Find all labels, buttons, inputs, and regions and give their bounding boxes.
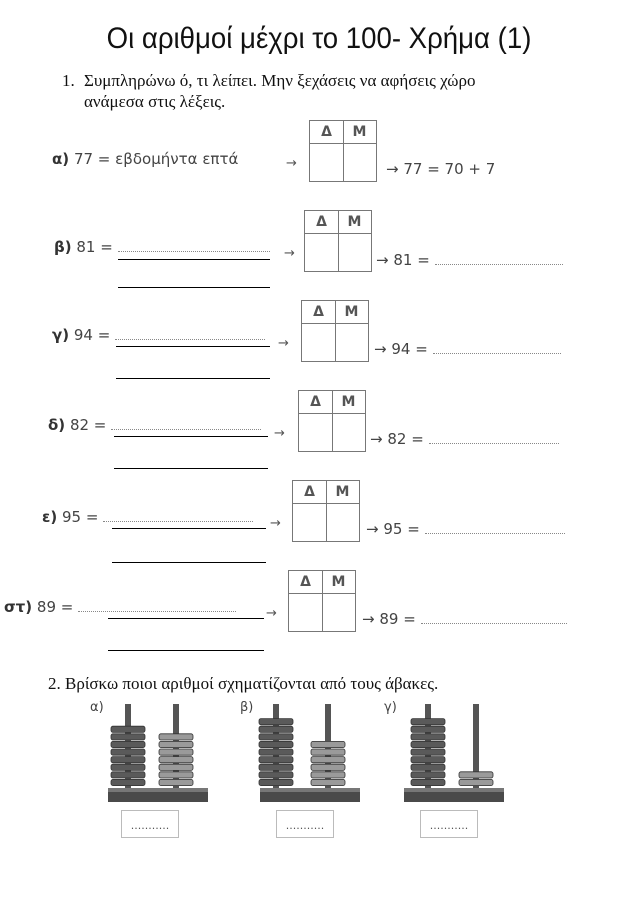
tens-units-table [304,210,372,272]
result-text: 95 = [383,520,420,538]
arrow-icon: → [376,251,389,269]
exercise2-instruction: 2. Βρίσκω ποιοι αριθμοί σχηματίζονται από τους άβακες. [48,674,439,693]
answer-line[interactable] [116,346,270,347]
item-number: 95 = [62,508,99,526]
item-row-f [0,568,638,668]
item-letter: γ) [52,326,70,344]
abacus-base-top [260,788,360,792]
abacus-base [260,788,360,802]
abacus-bead [159,741,193,747]
abacus-bead [111,749,145,755]
units-header: Μ [344,304,359,320]
tens-units-table [292,480,360,542]
abacus-bead [311,757,345,763]
tens-header: Δ [304,484,315,500]
abacus-bead [411,764,445,770]
abacus-answer-box[interactable]: ........... [420,810,478,838]
abacus-bead [159,764,193,770]
page-title: Οι αριθμοί μέχρι το 100- Χρήμα (1) [106,22,532,55]
abacus-label-c: γ) [384,700,397,715]
abacus-label-b: β) [240,700,254,715]
item-row-e [0,478,638,578]
abacus-bead [411,726,445,732]
item-number: 77 = [73,150,111,168]
abacus-bead [259,772,293,778]
arrow-icon: → [386,160,399,178]
exercise1-text-line2: ανάμεσα στις λέξεις. [84,92,226,111]
abacus-bead [259,757,293,763]
arrow-icon: → [278,336,289,351]
answer-line[interactable] [112,528,266,529]
tens-units-table [301,300,369,362]
item-result [386,160,495,178]
abacus-bead [259,726,293,732]
abacus-bead [411,741,445,747]
exercise1-number: 1. [62,71,75,90]
abacus-answer-box[interactable]: ........... [276,810,334,838]
exercise1-instruction [62,70,582,112]
answer-line[interactable] [108,650,264,651]
arrow-icon: → [362,610,375,628]
answer-line[interactable] [118,259,270,260]
arrow-icon: → [286,156,297,171]
item-result [366,520,565,538]
abacus-base-top [108,788,208,792]
answer-line[interactable] [116,378,270,379]
abacus-answer-box[interactable]: ........... [121,810,179,838]
abacus-bead [159,734,193,740]
tens-units-table [298,390,366,452]
abacus-bead [459,779,493,785]
answer-line[interactable] [112,562,266,563]
abacus-bead [411,757,445,763]
arrow-icon: → [270,516,281,531]
abacus-bead [111,726,145,732]
item-row-a [0,118,638,218]
abacus-bead [411,772,445,778]
abacus-bead [411,719,445,725]
tens-header: Δ [300,574,311,590]
abacus-rod [473,704,479,788]
arrow-icon: → [284,246,295,261]
item-number: 81 = [76,238,113,256]
result-text: 81 = [393,251,430,269]
answer-line[interactable] [118,287,270,288]
abacus-bead [111,779,145,785]
abacus-bead [159,772,193,778]
tens-header: Δ [316,214,327,230]
abacus-rod [273,704,279,788]
item-letter: δ) [48,416,66,434]
abacus-bead [159,779,193,785]
units-header: Μ [352,124,367,140]
abacus-bead [259,719,293,725]
item-letter: ε) [42,508,58,526]
abacus-base-top [404,788,504,792]
answer-line[interactable] [114,468,268,469]
item-row-b [0,206,638,306]
answer-line[interactable] [108,618,264,619]
abacus-bead [259,749,293,755]
item-result [362,610,567,628]
abacus-bead [259,764,293,770]
abacus-bead [459,772,493,778]
tens-units-table [309,120,377,182]
item-number: 82 = [69,416,107,434]
abacus-bead [411,734,445,740]
arrow-icon: → [366,520,379,538]
abacus-bead [111,741,145,747]
abacus-bead [411,779,445,785]
item-row-c [0,298,638,398]
tens-header: Δ [313,304,324,320]
abacus-bead [111,734,145,740]
item-letter: στ) [4,598,33,616]
item-result [374,340,561,358]
abacus-rod [425,704,431,788]
item-letter: α) [52,150,70,168]
abacus-bead [159,749,193,755]
item-row-d [0,388,638,488]
abacus-bead [311,749,345,755]
arrow-icon: → [274,426,285,441]
abacus-bead [311,772,345,778]
item-number: 94 = [73,326,111,344]
abacus-base [108,788,208,802]
abacus-base [404,788,504,802]
abacus-bead [259,734,293,740]
abacus-bead [111,772,145,778]
result-text: 89 = [379,610,416,628]
result-text: 82 = [387,430,424,448]
abacus-bead [411,749,445,755]
abacus-bead [111,764,145,770]
abacus-bead [111,757,145,763]
abacus-label-a: α) [90,700,104,715]
abacus-rod [325,704,331,788]
units-header: Μ [347,214,362,230]
exercise1-text-line1: Συμπληρώνω ό, τι λείπει. Μην ξεχάσεις να αφήσεις χώρο [84,71,476,90]
abacus-bead [259,779,293,785]
arrow-icon: → [370,430,383,448]
item-number: 89 = [36,598,74,616]
tens-header: Δ [321,124,332,140]
result-text: 77 = 70 + 7 [403,160,496,178]
item-letter: β) [54,238,72,256]
arrow-icon: → [266,606,277,621]
abacus-bead [159,757,193,763]
abacus-bead [311,741,345,747]
abacus-rod [173,704,179,788]
arrow-icon: → [374,340,387,358]
tens-header: Δ [310,394,321,410]
abacus-bead [311,764,345,770]
units-header: Μ [341,394,356,410]
result-text: 94 = [391,340,428,358]
units-header: Μ [331,574,346,590]
answer-line[interactable] [114,436,268,437]
item-result [376,251,563,269]
abacus-rod [125,704,131,788]
abacus-bead [311,779,345,785]
units-header: Μ [335,484,350,500]
tens-units-table [288,570,356,632]
item-result [370,430,559,448]
item-words: εβδομήντα επτά [115,150,239,168]
abacus-bead [259,741,293,747]
